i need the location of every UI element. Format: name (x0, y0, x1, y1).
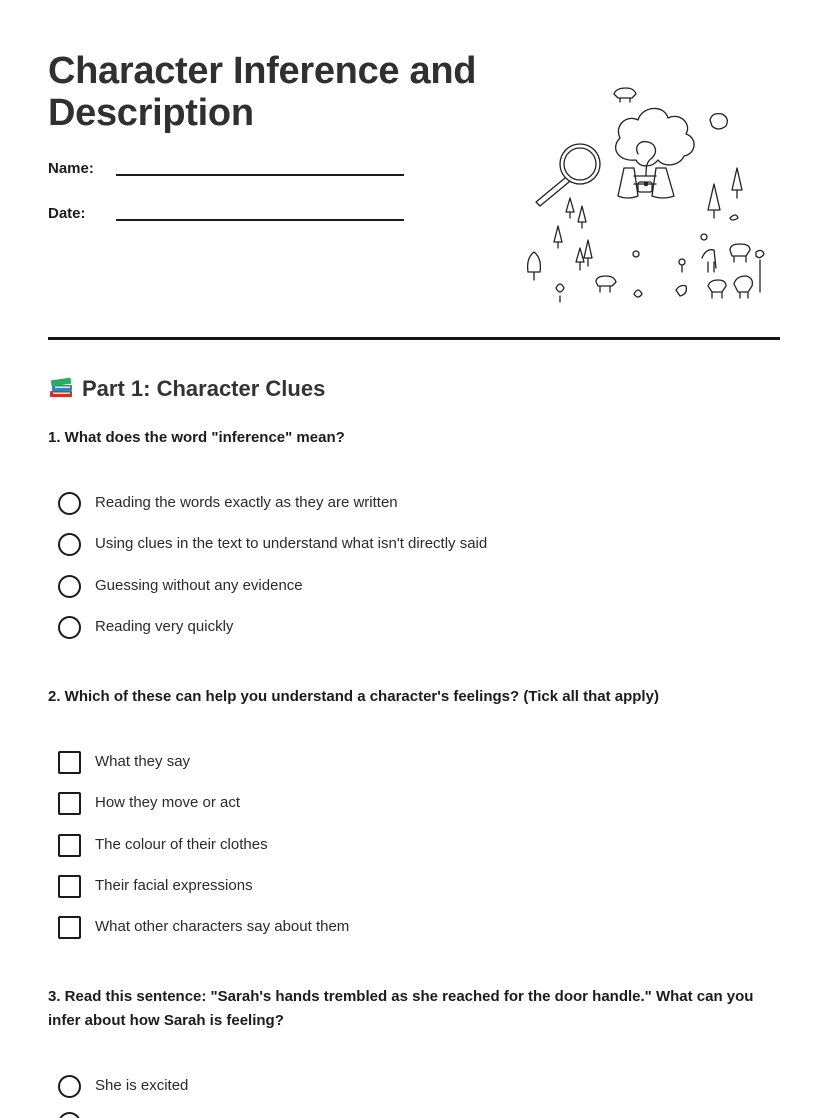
radio-button[interactable] (58, 533, 81, 556)
option-label: The colour of their clothes (95, 836, 268, 853)
date-field (48, 205, 408, 235)
radio-button[interactable] (58, 616, 81, 639)
checkbox[interactable] (58, 916, 81, 939)
q1-option-4[interactable] (58, 616, 758, 642)
option-label: Guessing without any evidence (95, 577, 303, 594)
part1-heading (48, 375, 325, 402)
option-label: Their facial expressions (95, 877, 253, 894)
option-label: What they say (95, 753, 191, 770)
title-line-2: Description (48, 92, 254, 134)
name-input-line[interactable] (116, 174, 404, 176)
q1-option-2[interactable] (58, 533, 758, 559)
date-label: Date: (48, 205, 86, 222)
option-label: Using clues in the text to understand what isn't directly said (95, 535, 488, 552)
date-input-line[interactable] (116, 219, 404, 221)
q2-option-5[interactable] (58, 916, 758, 942)
option-label: Reading the words exactly as they are written (95, 494, 398, 511)
question-3: 3. Read this sentence: "Sarah's hands trembled as she reached for the door handle." What can you infer about how Sarah is feeling? (48, 988, 754, 1029)
question-2: 2. Which of these can help you understand a character's feelings? (Tick all that apply) (48, 688, 659, 705)
title-line-1: Character Inference and (48, 50, 477, 92)
q3-option-1[interactable] (58, 1075, 758, 1101)
option-label: Reading very quickly (95, 618, 234, 635)
option-label: How they move or act (95, 794, 241, 811)
worksheet-title (48, 50, 508, 134)
part1-title: Part 1: Character Clues (82, 376, 326, 401)
q1-option-1[interactable] (58, 492, 758, 518)
radio-button[interactable] (58, 492, 81, 515)
checkbox[interactable] (58, 792, 81, 815)
q2-option-3[interactable] (58, 834, 758, 860)
name-field (48, 160, 408, 190)
checkbox[interactable] (58, 834, 81, 857)
q1-option-3[interactable] (58, 575, 758, 601)
magnifier-cloud-binoculars-forest-animals-illustration (518, 72, 780, 310)
checkbox[interactable] (58, 875, 81, 898)
radio-button[interactable] (58, 1112, 81, 1118)
q3-option-2[interactable] (58, 1112, 758, 1118)
name-label: Name: (48, 160, 94, 177)
books-icon (48, 375, 76, 399)
option-label: She is excited (95, 1077, 189, 1094)
radio-button[interactable] (58, 1075, 81, 1098)
q2-option-2[interactable] (58, 792, 758, 818)
header-divider (48, 337, 780, 340)
q2-option-1[interactable] (58, 751, 758, 777)
question-1: 1. What does the word "inference" mean? (48, 429, 345, 446)
q2-option-4[interactable] (58, 875, 758, 901)
radio-button[interactable] (58, 575, 81, 598)
worksheet-page (48, 0, 780, 1118)
checkbox[interactable] (58, 751, 81, 774)
option-label: What other characters say about them (95, 918, 350, 935)
